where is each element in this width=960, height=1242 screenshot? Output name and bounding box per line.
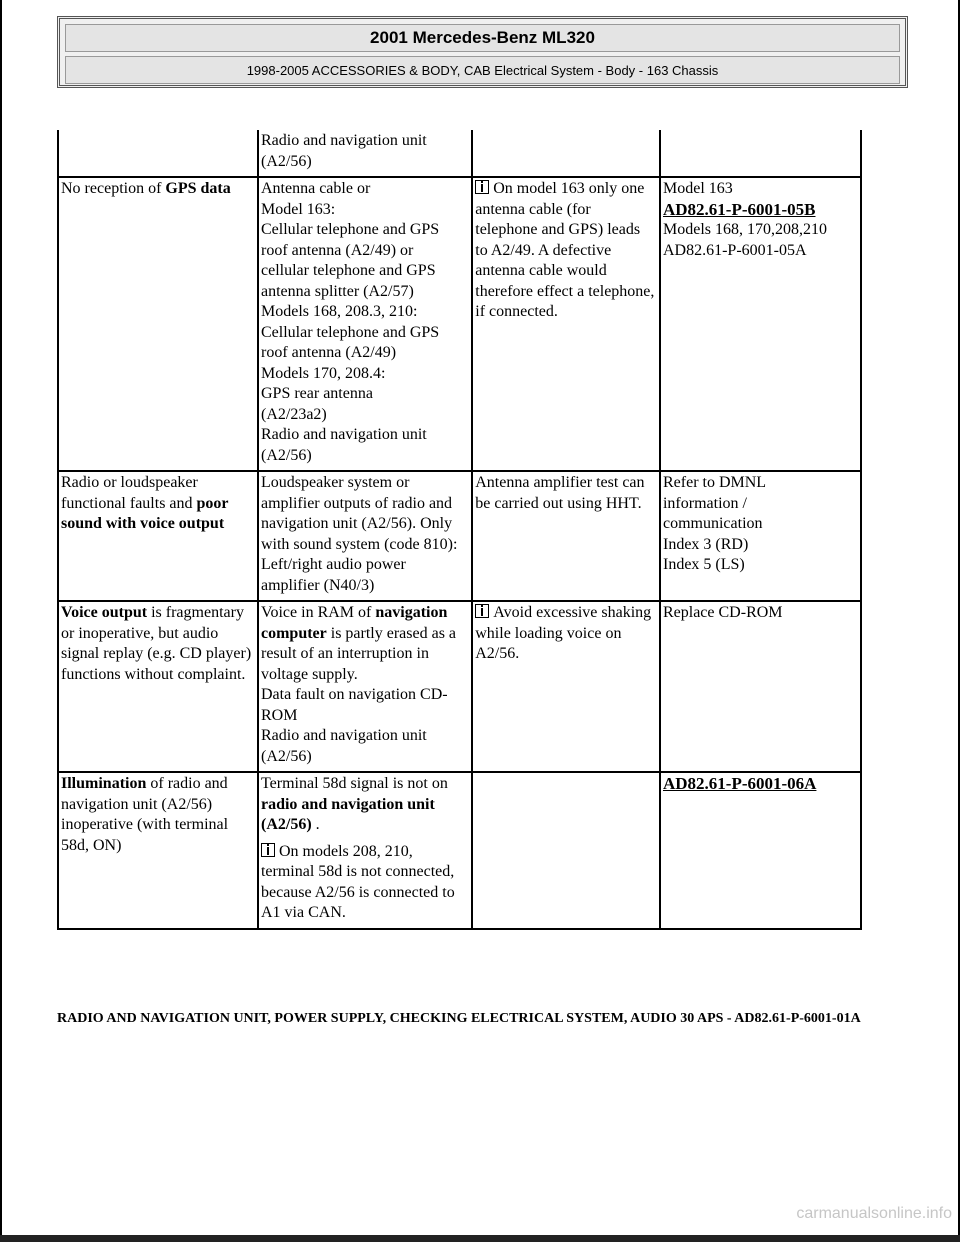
cause-line: roof antenna (A2/49) (260, 344, 397, 361)
remedy-cell: Replace CD-ROM (660, 601, 861, 772)
table-row (58, 601, 861, 772)
symptom-cell: No reception of GPS data (58, 177, 258, 471)
note-cell (472, 772, 660, 929)
remedy-cell (660, 130, 861, 177)
cause-cell: Loudspeaker system or amplifier outputs of radio and navigation unit (A2/56). Only with sound system (code 810): Left/right audio power amplifier (N40/3) (258, 471, 472, 601)
symptom-cell: Radio or loudspeaker functional faults and poor sound with voice output (58, 471, 258, 601)
symptom-cell: Illumination of radio and navigation unit (A2/56) inoperative (with terminal 58d, ON) (58, 772, 258, 929)
cause-cell: Voice in RAM of navigation computer is partly erased as a result of an interruption in voltage supply. Data fault on navigation CD-ROM Radio and navigation unit (A2/56) (258, 601, 472, 772)
note-cell: On model 163 only one antenna cable (for telephone and GPS) leads to A2/49. A defective antenna cable would therefore effect a telephone, if connected. (472, 177, 660, 471)
symptom-keyword: poor sound with voice output (61, 494, 229, 532)
cause-line: (A2/56) (260, 446, 312, 464)
document-subtitle: 1998-2005 ACCESSORIES & BODY, CAB Electrical System - Body - 163 Chassis (65, 56, 900, 84)
note-cell (472, 130, 660, 177)
symptom-cell: Voice output is fragmentary or inoperative, but audio signal replay (e.g. CD player) functions without complaint. (58, 601, 258, 772)
remedy-cell (660, 772, 861, 929)
cause-line: Antenna cable or (260, 180, 371, 197)
document-header (57, 16, 908, 88)
table-row (58, 471, 861, 601)
note-cell: Antenna amplifier test can be carried out using HHT. (472, 471, 660, 601)
cause-line: (A2/23a2) (260, 405, 327, 423)
cause-line: antenna splitter (A2/57) (260, 282, 414, 300)
symptom-keyword: GPS data (165, 180, 231, 197)
cause-line: Radio and navigation unit (260, 132, 427, 149)
cause-cell (258, 130, 472, 177)
table-row (58, 130, 861, 177)
cause-line: GPS rear antenna (260, 385, 373, 402)
document-title: 2001 Mercedes-Benz ML320 (65, 24, 900, 52)
info-icon (475, 604, 489, 618)
cause-line: Model 163: (260, 200, 336, 218)
info-icon (261, 843, 275, 857)
table-row (58, 177, 861, 471)
table-row (58, 772, 861, 929)
cause-line: Radio and navigation unit (260, 426, 427, 443)
symptom-keyword: Illumination (61, 775, 147, 792)
cause-line: Cellular telephone and GPS (260, 221, 440, 238)
reference-link[interactable]: AD82.61-P-6001-05B (662, 199, 816, 219)
footer-bar (0, 1235, 960, 1242)
remedy-cell: Refer to DMNL information / communication Index 3 (RD) Index 5 (LS) (660, 471, 861, 601)
cause-line: Models 170, 208.4: (260, 364, 386, 382)
section-heading: RADIO AND NAVIGATION UNIT, POWER SUPPLY, CHECKING ELECTRICAL SYSTEM, AUDIO 30 APS - AD82.61-P-6001-01A (57, 1011, 861, 1026)
remedy-cell: Model 163 AD82.61-P-6001-05B Models 168, 170,208,210 AD82.61-P-6001-05A (660, 177, 861, 471)
cause-line: cellular telephone and GPS (260, 262, 436, 279)
watermark: carmanualsonline.info (796, 1205, 952, 1222)
info-icon (475, 180, 489, 194)
cause-cell (258, 177, 472, 471)
cause-line: (A2/56) (260, 152, 312, 170)
symptom-cell (58, 130, 258, 177)
cause-cell: Terminal 58d signal is not on radio and navigation unit (A2/56) . On models 208, 210, terminal 58d is not connected, because A2/56 is connected to A1 via CAN. (258, 772, 472, 929)
symptom-keyword: Voice output (61, 604, 148, 621)
page-border-left (0, 0, 2, 1242)
cause-line: Models 168, 208.3, 210: (260, 303, 418, 320)
diagnosis-table (57, 130, 862, 930)
note-cell: Avoid excessive shaking while loading voice on A2/56. (472, 601, 660, 772)
cause-line: roof antenna (A2/49) or (260, 241, 414, 259)
reference-link[interactable]: AD82.61-P-6001-06A (662, 774, 817, 793)
cause-line: Cellular telephone and GPS (260, 323, 440, 341)
